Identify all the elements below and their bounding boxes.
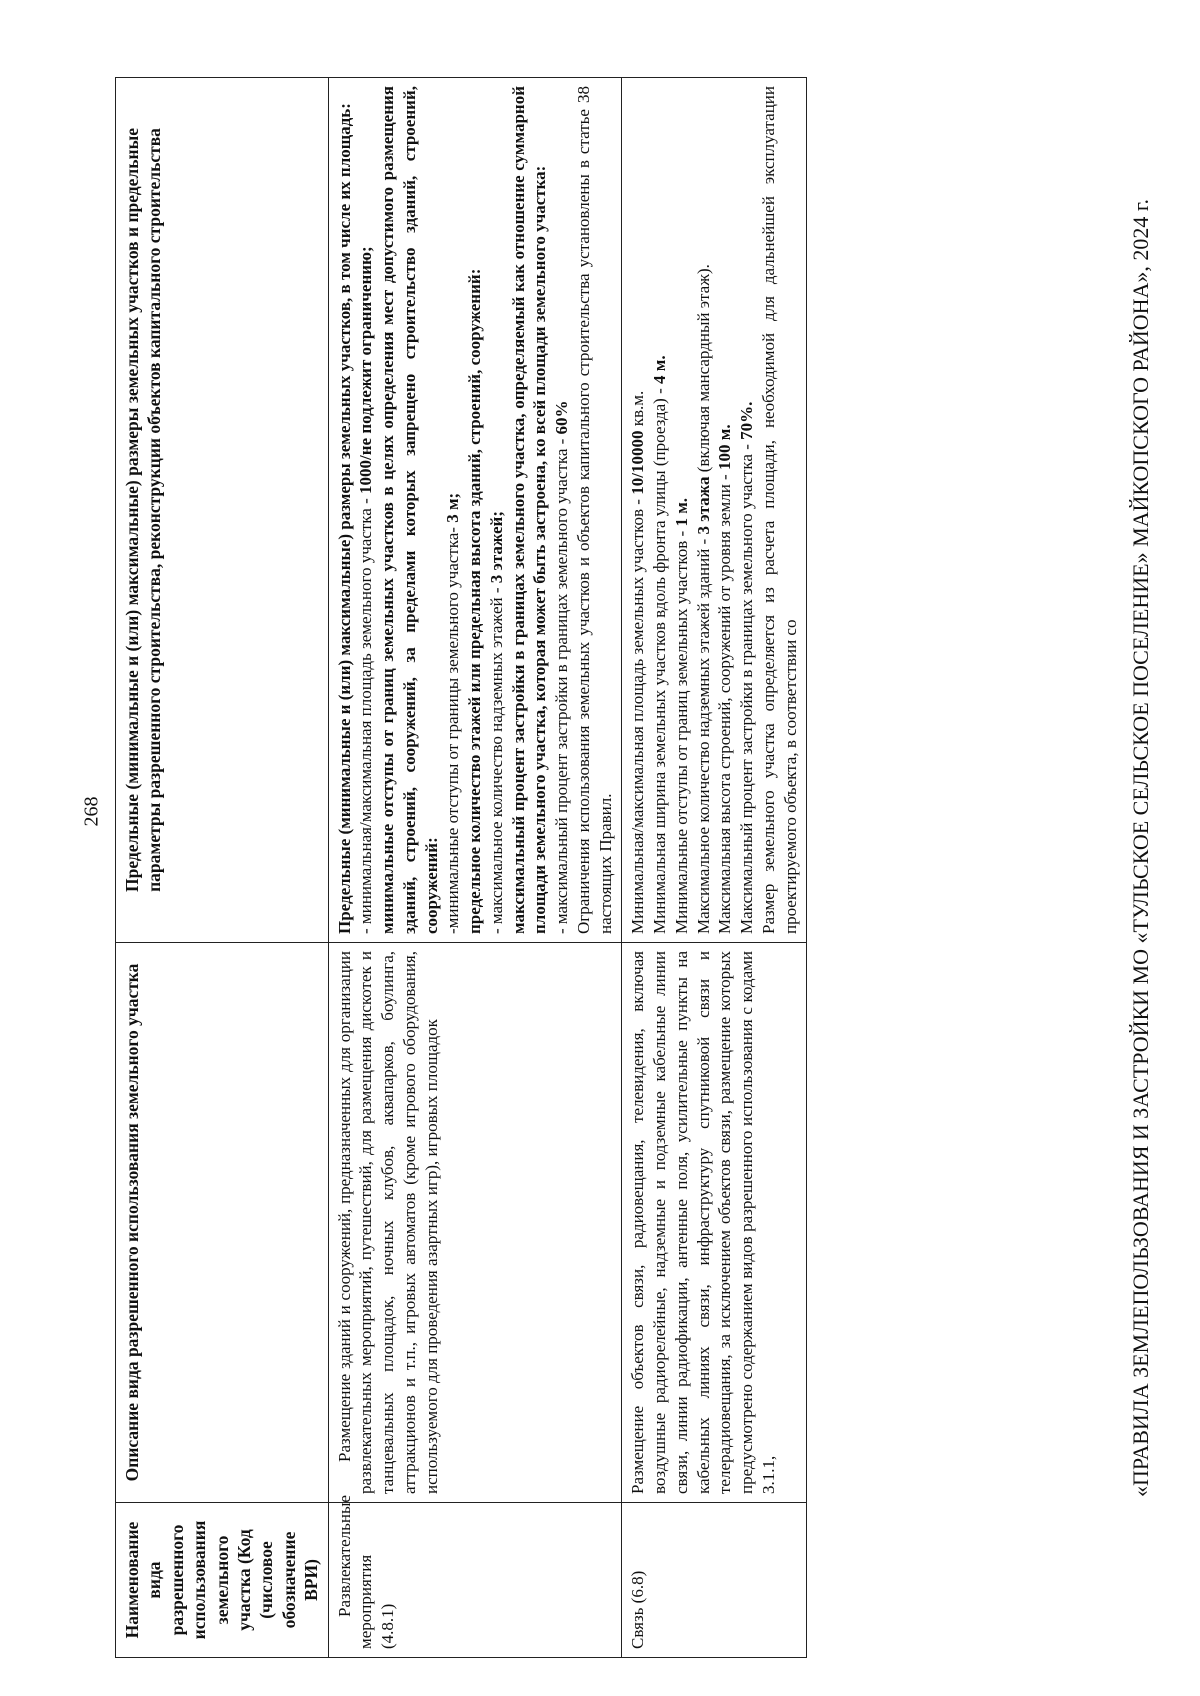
row2-name: Связь (6.8) xyxy=(622,1503,807,1658)
header-description: Описание вида разрешенного использования земельного участка xyxy=(116,943,329,1503)
table-header-row xyxy=(116,78,329,1658)
row1-description: Размещение зданий и сооружений, предназначенных для организации развлекательных мероприятий, путешествий, для размещения дискотек и танцевальных площадок, ночных клубов, аквапарков, боулинга, аттракционов и т.п., игровых автоматов (кроме игрового оборудования, используемого для проведения азартных игр), игровых площадок xyxy=(328,943,622,1503)
row1-params: Предельные (минимальные и (или) максимальные) размеры земельных участков, в том числе их площадь: - минимальная/максимальная площадь земельного участка - 1000/не подлежит ограничению; минимальные отступы от границ земельных участков в целях определения мест допустимого размещения зданий, строений, сооружений, за пределами которых запрещено строительство зданий, строений, сооружений: -минимальные отступы от границы земельного участка- 3 м; предельное количество этажей или предельная высота зданий, строений, сооружений: - максимальное количество надземных этажей - 3 этажей; максимальный процент застройки в границах земельного участка, определяемый как отношение суммарной площади земельного участка, которая может быть застроена, ко всей площади земельного участка: - максимальный процент застройки в границах земельного участка - 60% Ограничения использования земельных участков и объектов капитального строительства установлены в статье 38 настоящих Правил. xyxy=(328,78,622,943)
table-row xyxy=(622,78,807,1658)
rotated-table-container xyxy=(115,78,1105,1658)
header-name: Наименование вида разрешенного использования земельного участка (Код (числовое обозначение ВРИ) xyxy=(116,1503,329,1658)
page-number: 268 xyxy=(80,796,103,827)
table-row xyxy=(328,78,622,1658)
document-footer: «ПРАВИЛА ЗЕМЛЕПОЛЬЗОВАНИЯ И ЗАСТРОЙКИ МО «ТУЛЬСКОЕ СЕЛЬСКОЕ ПОСЕЛЕНИЕ» МАЙКОПСКОГО РАЙОНА», 2024 г. xyxy=(1128,199,1153,1497)
row2-params: Минимальная/максимальная площадь земельных участков - 10/10000 кв.м. Минимальная ширина земельных участков вдоль фронта улицы (проезда) - 4 м. Минимальные отступы от границ земельных участков - 1 м. Максимальное количество надземных этажей зданий - 3 этажа (включая мансардный этаж). Максимальная высота строений, сооружений от уровня земли - 100 м. Максимальный процент застройки в границах земельного участка - 70%. Размер земельного участка определяется из расчета площади, необходимой для дальнейшей эксплуатации проектируемого объекта, в соответствии со xyxy=(622,78,807,943)
row1-name: Развлекательные мероприятия (4.8.1) xyxy=(328,1503,622,1658)
zoning-table xyxy=(115,77,807,1658)
row2-description: Размещение объектов связи, радиовещания, телевидения, включая воздушные радиорелейные, надземные и подземные кабельные линии связи, линии радиофикации, антенные поля, усилительные пункты на кабельных линиях связи, инфраструктуру спутниковой связи и телерадиовещания, за исключением объектов связи, размещение которых предусмотрено содержанием видов разрешенного использования с кодами 3.1.1, xyxy=(622,943,807,1503)
header-params: Предельные (минимальные и (или) максимальные) размеры земельных участков и предельные параметры разрешенного строительства, реконструкции объектов капитального строительства xyxy=(116,78,329,943)
